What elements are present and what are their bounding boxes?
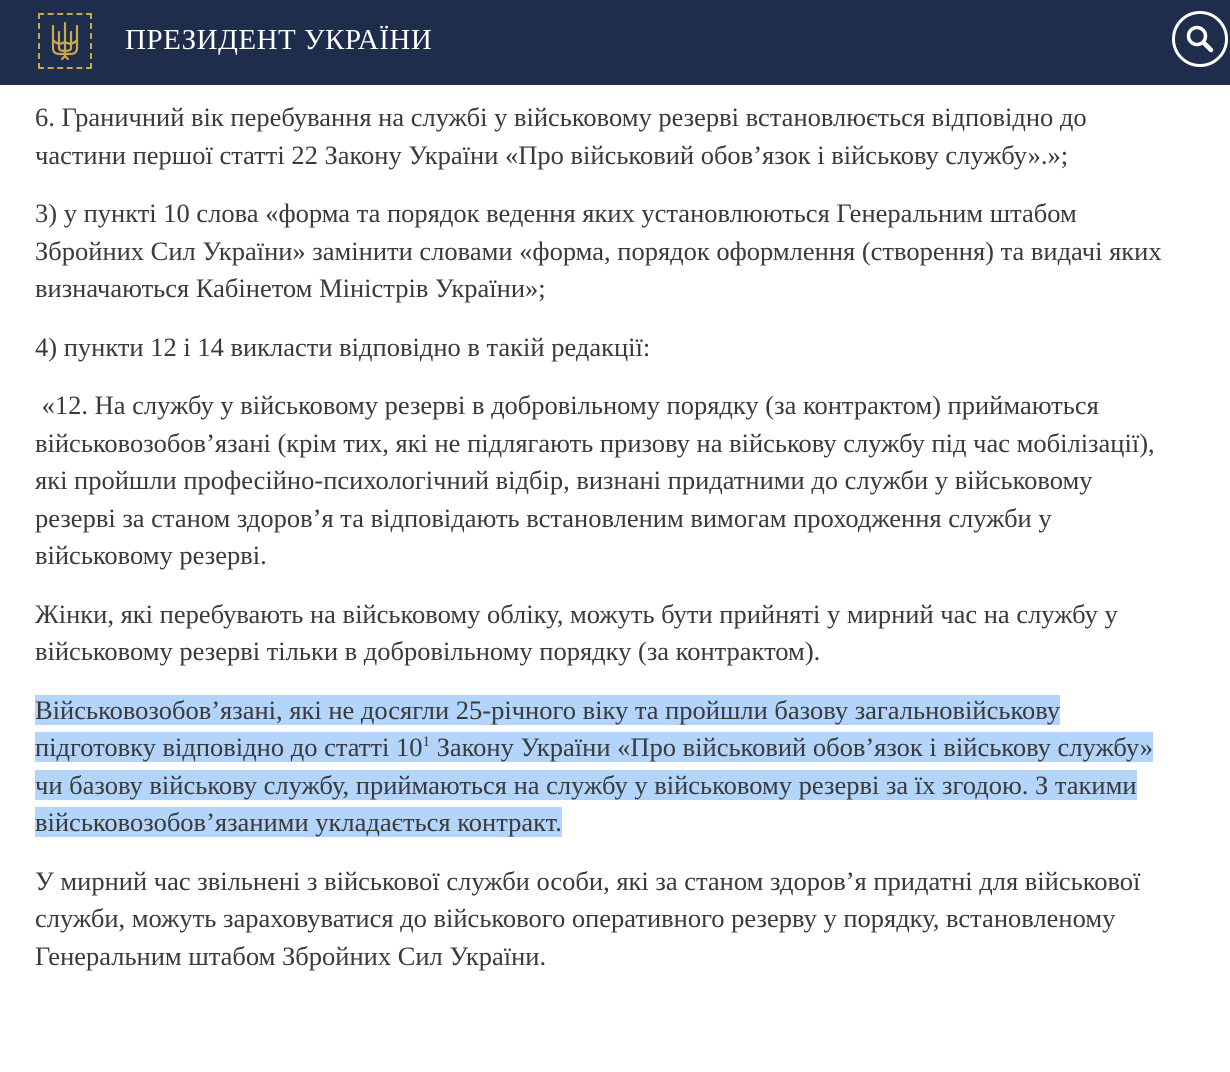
article-body bbox=[35, 99, 1175, 996]
paragraph-highlighted bbox=[35, 692, 1175, 842]
paragraph-item-4: 4) пункти 12 і 14 викласти відповідно в такій редакції: bbox=[35, 331, 651, 362]
selected-text[interactable] bbox=[35, 695, 1153, 838]
paragraph-6: 6. Граничний вік перебування на службі у військовому резерві встановлюється відповідно до частини першої статті 22 Закону України «Про військовий обов’язок і військову службу».»; bbox=[35, 102, 1087, 170]
right-margin bbox=[1202, 85, 1230, 1072]
selected-text-part1: Військовозобов’язані, які не досягли 25-річного віку та пройшли базову загальновійськову підготовку відповідно до статті 10 bbox=[35, 694, 1061, 762]
paragraph-women: Жінки, які перебувають на військовому обліку, можуть бути прийняті у мирний час на службу у військовому резерві тільки в добровільному порядку (за контрактом). bbox=[35, 598, 1118, 666]
site-title[interactable]: ПРЕЗИДЕНТ УКРАЇНИ bbox=[125, 24, 433, 56]
superscript: 1 bbox=[422, 734, 430, 751]
search-icon bbox=[1184, 23, 1216, 55]
paragraph-item-12: «12. На службу у військовому резерві в добровільному порядку (за контрактом) приймаються військовозобов’язані (крім тих, які не підлягають призову на військову службу під час мобілізації), які пройшли професійно-психологічний відбір, визнані придатними до служби у військовому резерві за станом здоров’я та відповідають встановленим вимогам проходження служби у військовому резерві. bbox=[35, 390, 1162, 570]
search-button[interactable] bbox=[1172, 11, 1228, 67]
paragraph-item-3: 3) у пункті 10 слова «форма та порядок ведення яких установлюються Генеральним штабом Збройних Сил України» замінити словами «форма, порядок оформлення (створення) та видачі яких визначаються Кабінетом Міністрів України»; bbox=[35, 198, 1162, 303]
selected-text-part2: Закону України «Про військовий обов’язок і військову службу» чи базову військову службу, приймаються на службу у військовому резерві за їх згодою. З такими військовозобов’язаними укладається контракт. bbox=[35, 732, 1154, 837]
tryzub-emblem-icon[interactable] bbox=[38, 13, 92, 69]
site-header bbox=[0, 0, 1230, 85]
paragraph-peacetime: У мирний час звільнені з військової служби особи, які за станом здоров’я придатні для військової служби, можуть зараховуватися до військового оперативного резерву у порядку, встановленому Генеральним штабом Збройних Сил України. bbox=[35, 865, 1141, 971]
